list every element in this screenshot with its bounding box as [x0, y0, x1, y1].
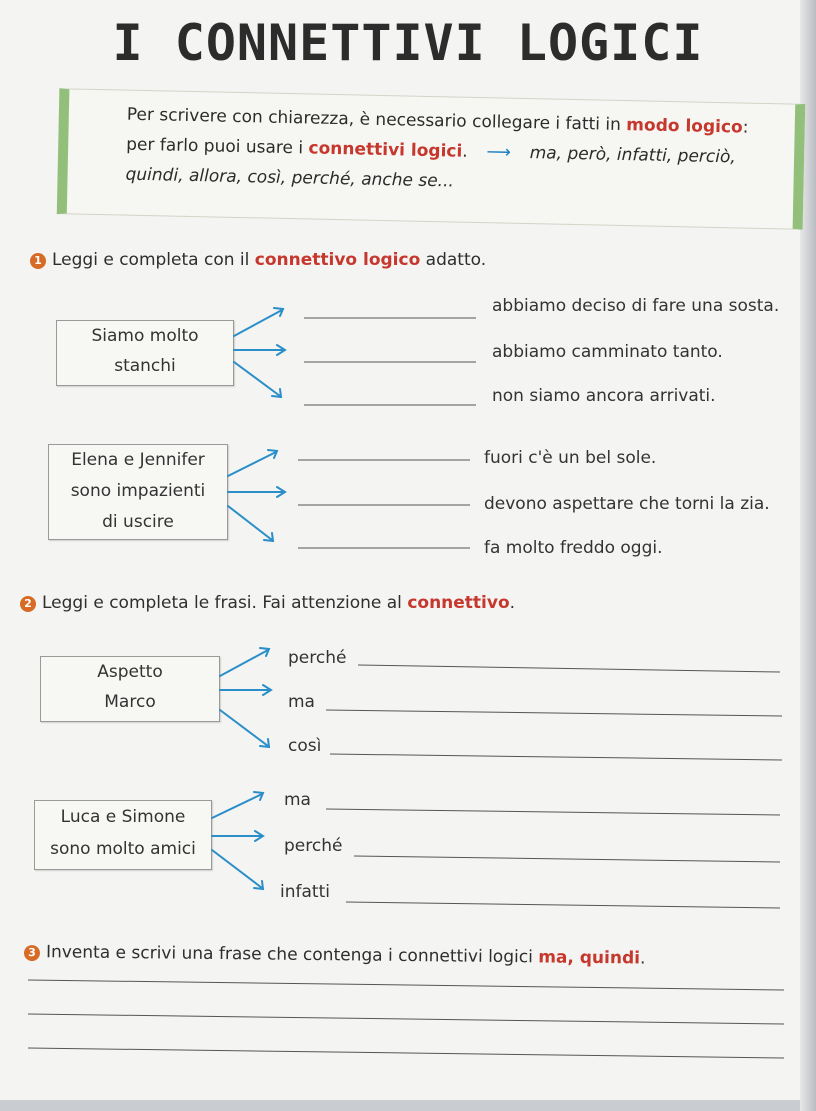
info-text: per farlo puoi usare i — [126, 134, 309, 159]
arrow-down-icon — [234, 362, 281, 397]
arrow-up-icon — [212, 792, 263, 818]
sentence-start-text: stanchi — [114, 356, 176, 376]
arrow-right-icon: ⟶ — [486, 142, 512, 163]
info-highlight: modo logico — [626, 115, 743, 138]
exercise-text: Leggi e completa le frasi. Fai attenzione al — [42, 593, 408, 613]
sentence-start-text: sono molto amici — [50, 839, 196, 859]
sentence-start-text: Luca e Simone — [60, 807, 186, 827]
writing-line — [28, 980, 784, 990]
info-text: Per scrivere con chiarezza, è necessario collegare i fatti in — [126, 104, 627, 136]
writing-line — [28, 1048, 784, 1058]
answer-line — [346, 902, 780, 908]
arrow-right-icon — [212, 831, 263, 841]
sentence-ending: devono aspettare che torni la zia. — [484, 494, 770, 514]
connective-label: perché — [284, 836, 343, 856]
sentence-start-text: Elena e Jennifer — [71, 450, 205, 470]
answer-line — [326, 809, 780, 815]
exercise-number-badge: 3 — [24, 945, 40, 961]
arrow-down-icon — [220, 710, 269, 747]
arrow-up-icon — [234, 308, 283, 336]
exercise-text: Inventa e scrivi una frase che contenga i connettivi logici — [45, 942, 539, 968]
arrow-right-icon — [234, 345, 285, 355]
connective-label: ma — [284, 790, 311, 810]
sentence-ending: abbiamo deciso di fare una sosta. — [492, 296, 780, 316]
arrow-right-icon — [228, 487, 285, 497]
exercise-highlight: ma, quindi — [538, 947, 641, 969]
exercise-text: . — [639, 948, 646, 969]
exercise-highlight: connettivo — [407, 593, 510, 613]
sentence-ending: abbiamo camminato tanto. — [492, 342, 723, 362]
info-line-3: quindi, allora, così, perché, anche se... — [125, 164, 455, 192]
arrow-down-icon — [228, 506, 273, 541]
sentence-start-text: Marco — [104, 692, 156, 712]
answer-line — [330, 754, 782, 760]
info-text: . — [462, 141, 468, 162]
exercise-number-badge: 2 — [20, 596, 36, 612]
sentence-ending: fa molto freddo oggi. — [484, 538, 663, 558]
sentence-start-text: Aspetto — [97, 662, 163, 682]
sentence-start-text: Siamo molto — [91, 326, 199, 346]
exercise-text: adatto. — [420, 250, 487, 270]
connective-label: ma — [288, 692, 315, 712]
info-examples: ma, però, infatti, perciò, — [529, 143, 736, 168]
exercise-number-badge: 1 — [30, 253, 46, 269]
exercise-highlight: connettivo logico — [254, 250, 421, 270]
connective-label: così — [288, 736, 322, 756]
answer-line — [326, 710, 782, 716]
answer-line — [358, 665, 780, 672]
sentence-ending: non siamo ancora arrivati. — [492, 386, 716, 406]
sentence-start-text: di uscire — [102, 512, 174, 532]
connective-label: perché — [288, 648, 347, 668]
page-title: I CONNETTIVI LOGICI — [112, 14, 704, 72]
arrow-up-icon — [228, 450, 277, 476]
writing-line — [28, 1014, 784, 1024]
exercise-text: . — [509, 593, 516, 613]
info-highlight: connettivi logici — [308, 138, 463, 162]
connective-label: infatti — [280, 882, 330, 902]
arrow-right-icon — [220, 685, 271, 695]
arrow-down-icon — [212, 850, 263, 889]
sentence-start-text: sono impazienti — [70, 481, 206, 501]
exercise-text: Leggi e completa con il — [52, 250, 255, 270]
sentence-ending: fuori c'è un bel sole. — [484, 448, 657, 468]
arrow-up-icon — [220, 648, 269, 676]
info-text: : — [742, 117, 749, 138]
answer-line — [354, 856, 780, 862]
